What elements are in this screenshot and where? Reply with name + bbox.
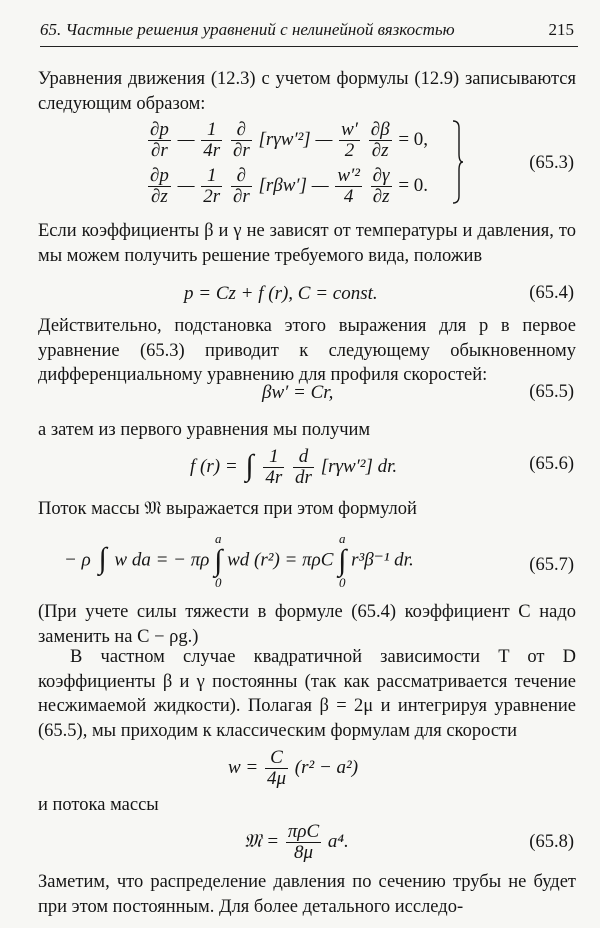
header-title: 65. Частные решения уравнений с нелинейной вязкостью: [40, 20, 455, 39]
paragraph-8: и потока массы: [38, 795, 159, 815]
paragraph-7: В частном случае квадратичной зависимости T от D коэффициенты β и γ постоянны (так как рассматривается течение несжимаемой жидкости). Полагая β = 2μ и интегрируя уравнение (65.5), мы приходим к классическим формулам для скорости: [38, 647, 576, 741]
paragraph-2: Если коэффициенты β и γ не зависят от температуры и давления, то мы можем получить решение требуемого вида, положив: [38, 221, 576, 266]
paragraph-6: (При учете силы тяжести в формуле (65.4) коэффициент C надо заменить на C − ρg.): [38, 602, 576, 647]
equation-number-65-8: (65.8): [529, 832, 574, 852]
equation-number-65-4: (65.4): [529, 283, 574, 303]
paragraph-5: Поток массы 𝔐 выражается при этом формулой: [38, 499, 417, 519]
paragraph-9: Заметим, что распределение давления по сечению трубы не будет при этом постоянным. Для более детального исследо-: [38, 872, 576, 917]
equation-number-65-5: (65.5): [529, 382, 574, 402]
page-number: 215: [548, 20, 574, 39]
equation-number-65-7: (65.7): [529, 555, 574, 575]
running-header: [40, 20, 578, 47]
paragraph-3: Действительно, подстановка этого выражения для p в первое уравнение (65.3) приводит к следующему обыкновенному дифференциальному уравнению для профиля скоростей:: [38, 316, 576, 385]
equation-number-65-6: (65.6): [529, 454, 574, 474]
paragraph-4: а затем из первого уравнения мы получим: [38, 420, 371, 440]
equation-number-65-3: (65.3): [529, 153, 574, 173]
right-brace-icon: [452, 120, 464, 204]
paragraph-1: Уравнения движения (12.3) с учетом формулы (12.9) записываются следующим образом:: [38, 69, 576, 114]
